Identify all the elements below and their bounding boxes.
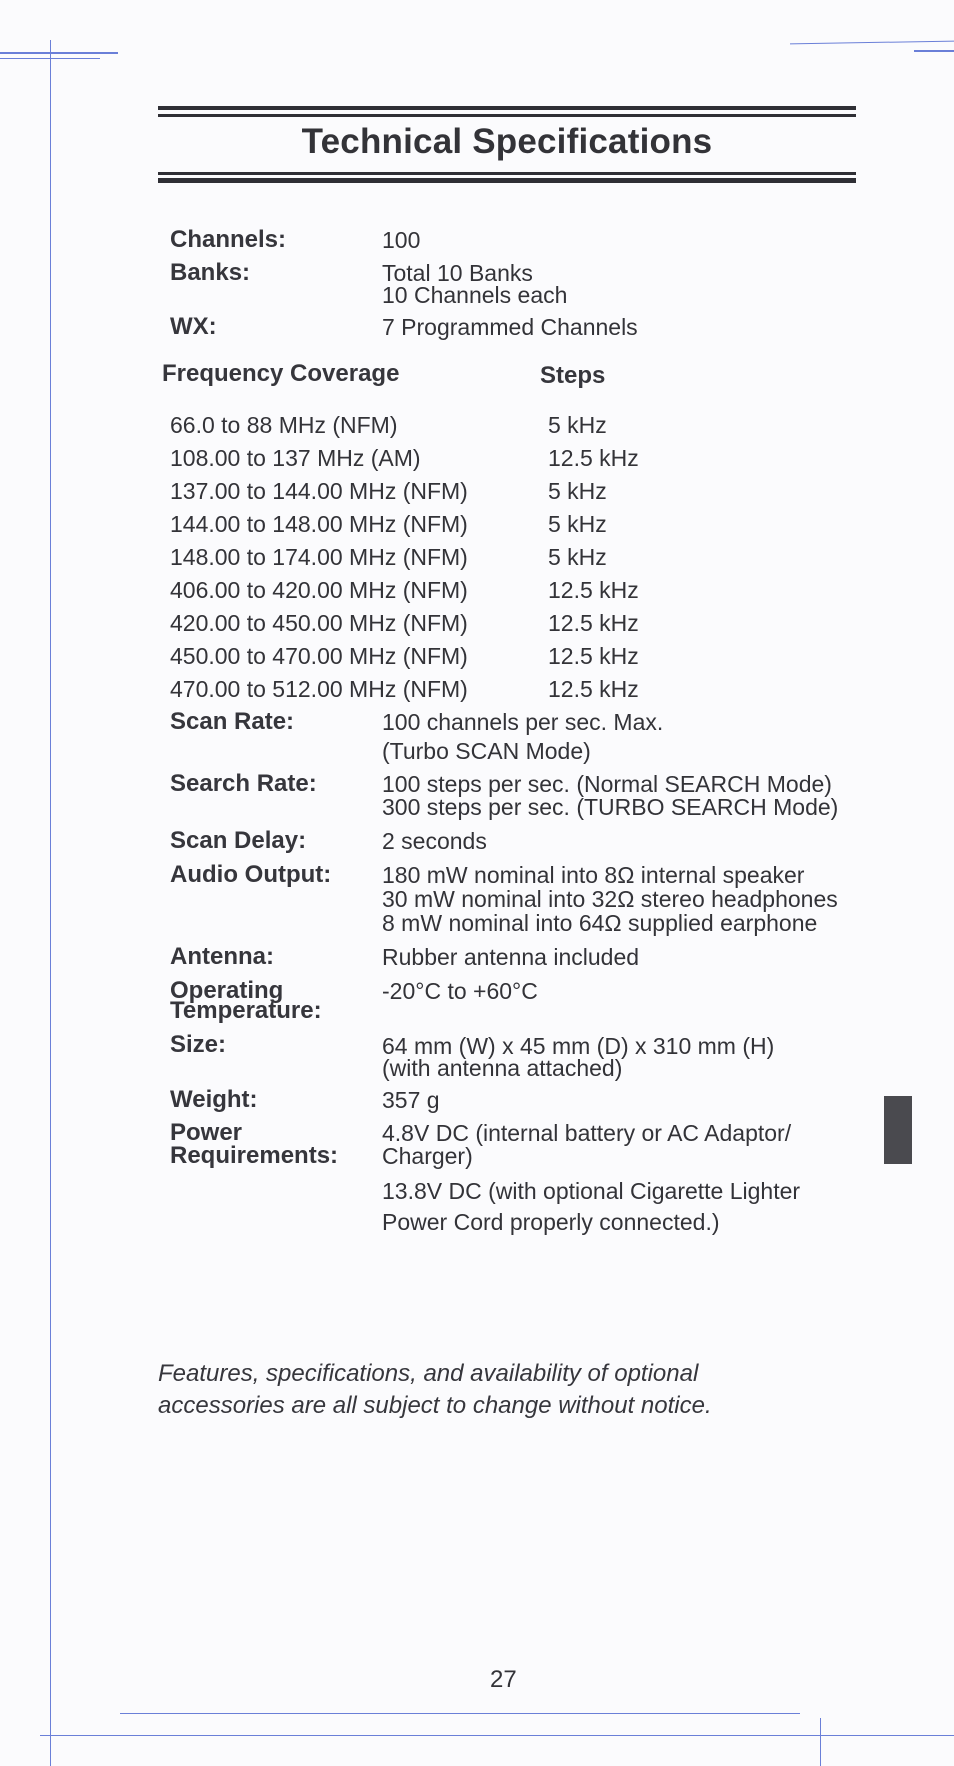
spec-value-antenna: Rubber antenna included <box>382 944 640 970</box>
spec-value-weight: 357 g <box>382 1087 440 1113</box>
frequency-step: 12.5 kHz <box>548 643 639 669</box>
frequency-step: 12.5 kHz <box>548 676 639 702</box>
section-thumb-tab <box>884 1096 912 1164</box>
spec-value-banks-2: 10 Channels each <box>382 282 568 308</box>
spec-label-operating-temperature-1: Operating <box>170 977 284 1004</box>
frequency-step: 5 kHz <box>548 478 607 504</box>
spec-label-operating-temperature-2: Temperature: <box>170 997 322 1024</box>
title-bottom-rule-thin <box>158 172 856 175</box>
spec-value-power-requirements-1: 4.8V DC (internal battery or AC Adaptor/ <box>382 1120 792 1146</box>
spec-value-power-requirements-2: Charger) <box>382 1143 473 1169</box>
spec-value-banks-1: Total 10 Banks <box>382 260 533 286</box>
spec-label-antenna: Antenna: <box>170 943 274 970</box>
frequency-range: 450.00 to 470.00 MHz (NFM) <box>170 643 468 669</box>
spec-value-search-rate-1: 100 steps per sec. (Normal SEARCH Mode) <box>382 771 832 797</box>
frequency-range: 144.00 to 148.00 MHz (NFM) <box>170 511 468 537</box>
frequency-range: 108.00 to 137 MHz (AM) <box>170 445 421 471</box>
spec-label-size: Size: <box>170 1031 227 1058</box>
spec-label-search-rate: Search Rate: <box>170 770 317 797</box>
spec-label-banks: Banks: <box>170 259 251 286</box>
title-top-rule <box>158 106 856 110</box>
scan-artifact-left-vertical <box>50 40 51 1766</box>
scan-artifact-bottom-2 <box>40 1735 954 1736</box>
frequency-range: 420.00 to 450.00 MHz (NFM) <box>170 610 468 636</box>
spec-value-channels: 100 <box>382 227 421 253</box>
frequency-range: 470.00 to 512.00 MHz (NFM) <box>170 676 468 702</box>
spec-value-power-optional-1: 13.8V DC (with optional Cigarette Lighter <box>382 1178 801 1204</box>
frequency-range: 66.0 to 88 MHz (NFM) <box>170 412 398 438</box>
spec-value-scan-rate-1: 100 channels per sec. Max. <box>382 709 664 735</box>
spec-value-size-2: (with antenna attached) <box>382 1055 623 1081</box>
scan-artifact-bottom <box>120 1713 800 1714</box>
spec-value-audio-output-2: 30 mW nominal into 32Ω stereo headphones <box>382 886 838 912</box>
spec-value-audio-output-1: 180 mW nominal into 8Ω internal speaker <box>382 862 805 888</box>
frequency-range: 406.00 to 420.00 MHz (NFM) <box>170 577 468 603</box>
spec-label-weight: Weight: <box>170 1086 258 1113</box>
title-bottom-rule <box>158 178 856 183</box>
scan-artifact-bottom-vertical <box>820 1718 821 1766</box>
frequency-range: 137.00 to 144.00 MHz (NFM) <box>170 478 468 504</box>
frequency-step: 12.5 kHz <box>548 577 639 603</box>
spec-value-power-optional-2: Power Cord properly connected.) <box>382 1209 720 1235</box>
spec-label-audio-output: Audio Output: <box>170 861 332 888</box>
scan-artifact-top-right <box>790 41 954 45</box>
steps-heading: Steps <box>540 362 606 389</box>
scan-artifact-top-left <box>0 52 118 54</box>
spec-value-operating-temperature: -20°C to +60°C <box>382 978 538 1004</box>
footnote-line-1: Features, specifications, and availability of optional <box>158 1360 699 1387</box>
frequency-step: 12.5 kHz <box>548 445 639 471</box>
scan-artifact-right-short <box>914 50 954 52</box>
frequency-step: 5 kHz <box>548 544 607 570</box>
frequency-step: 5 kHz <box>548 511 607 537</box>
spec-value-wx: 7 Programmed Channels <box>382 314 638 340</box>
spec-value-search-rate-2: 300 steps per sec. (TURBO SEARCH Mode) <box>382 794 839 820</box>
spec-value-scan-rate-2: (Turbo SCAN Mode) <box>382 738 591 764</box>
spec-label-power-requirements-1: Power <box>170 1119 243 1146</box>
footnote <box>158 1358 712 1422</box>
frequency-step: 5 kHz <box>548 412 607 438</box>
page-title: Technical Specifications <box>301 122 713 161</box>
spec-label-power-requirements-2: Requirements: <box>170 1142 339 1169</box>
spec-label-wx: WX: <box>170 313 217 340</box>
spec-value-size-1: 64 mm (W) x 45 mm (D) x 310 mm (H) <box>382 1033 775 1059</box>
spec-label-scan-delay: Scan Delay: <box>170 827 307 854</box>
frequency-range: 148.00 to 174.00 MHz (NFM) <box>170 544 468 570</box>
spec-label-scan-rate: Scan Rate: <box>170 708 295 735</box>
frequency-step: 12.5 kHz <box>548 610 639 636</box>
footnote-line-2: accessories are all subject to change without notice. <box>158 1392 712 1419</box>
spec-value-scan-delay: 2 seconds <box>382 828 487 854</box>
page-number: 27 <box>490 1666 517 1693</box>
scan-artifact-top-left-2 <box>0 58 100 59</box>
frequency-coverage-heading: Frequency Coverage <box>162 360 400 387</box>
title-top-rule-thin <box>158 114 856 117</box>
spec-value-audio-output-3: 8 mW nominal into 64Ω supplied earphone <box>382 910 818 936</box>
spec-label-channels: Channels: <box>170 226 287 253</box>
